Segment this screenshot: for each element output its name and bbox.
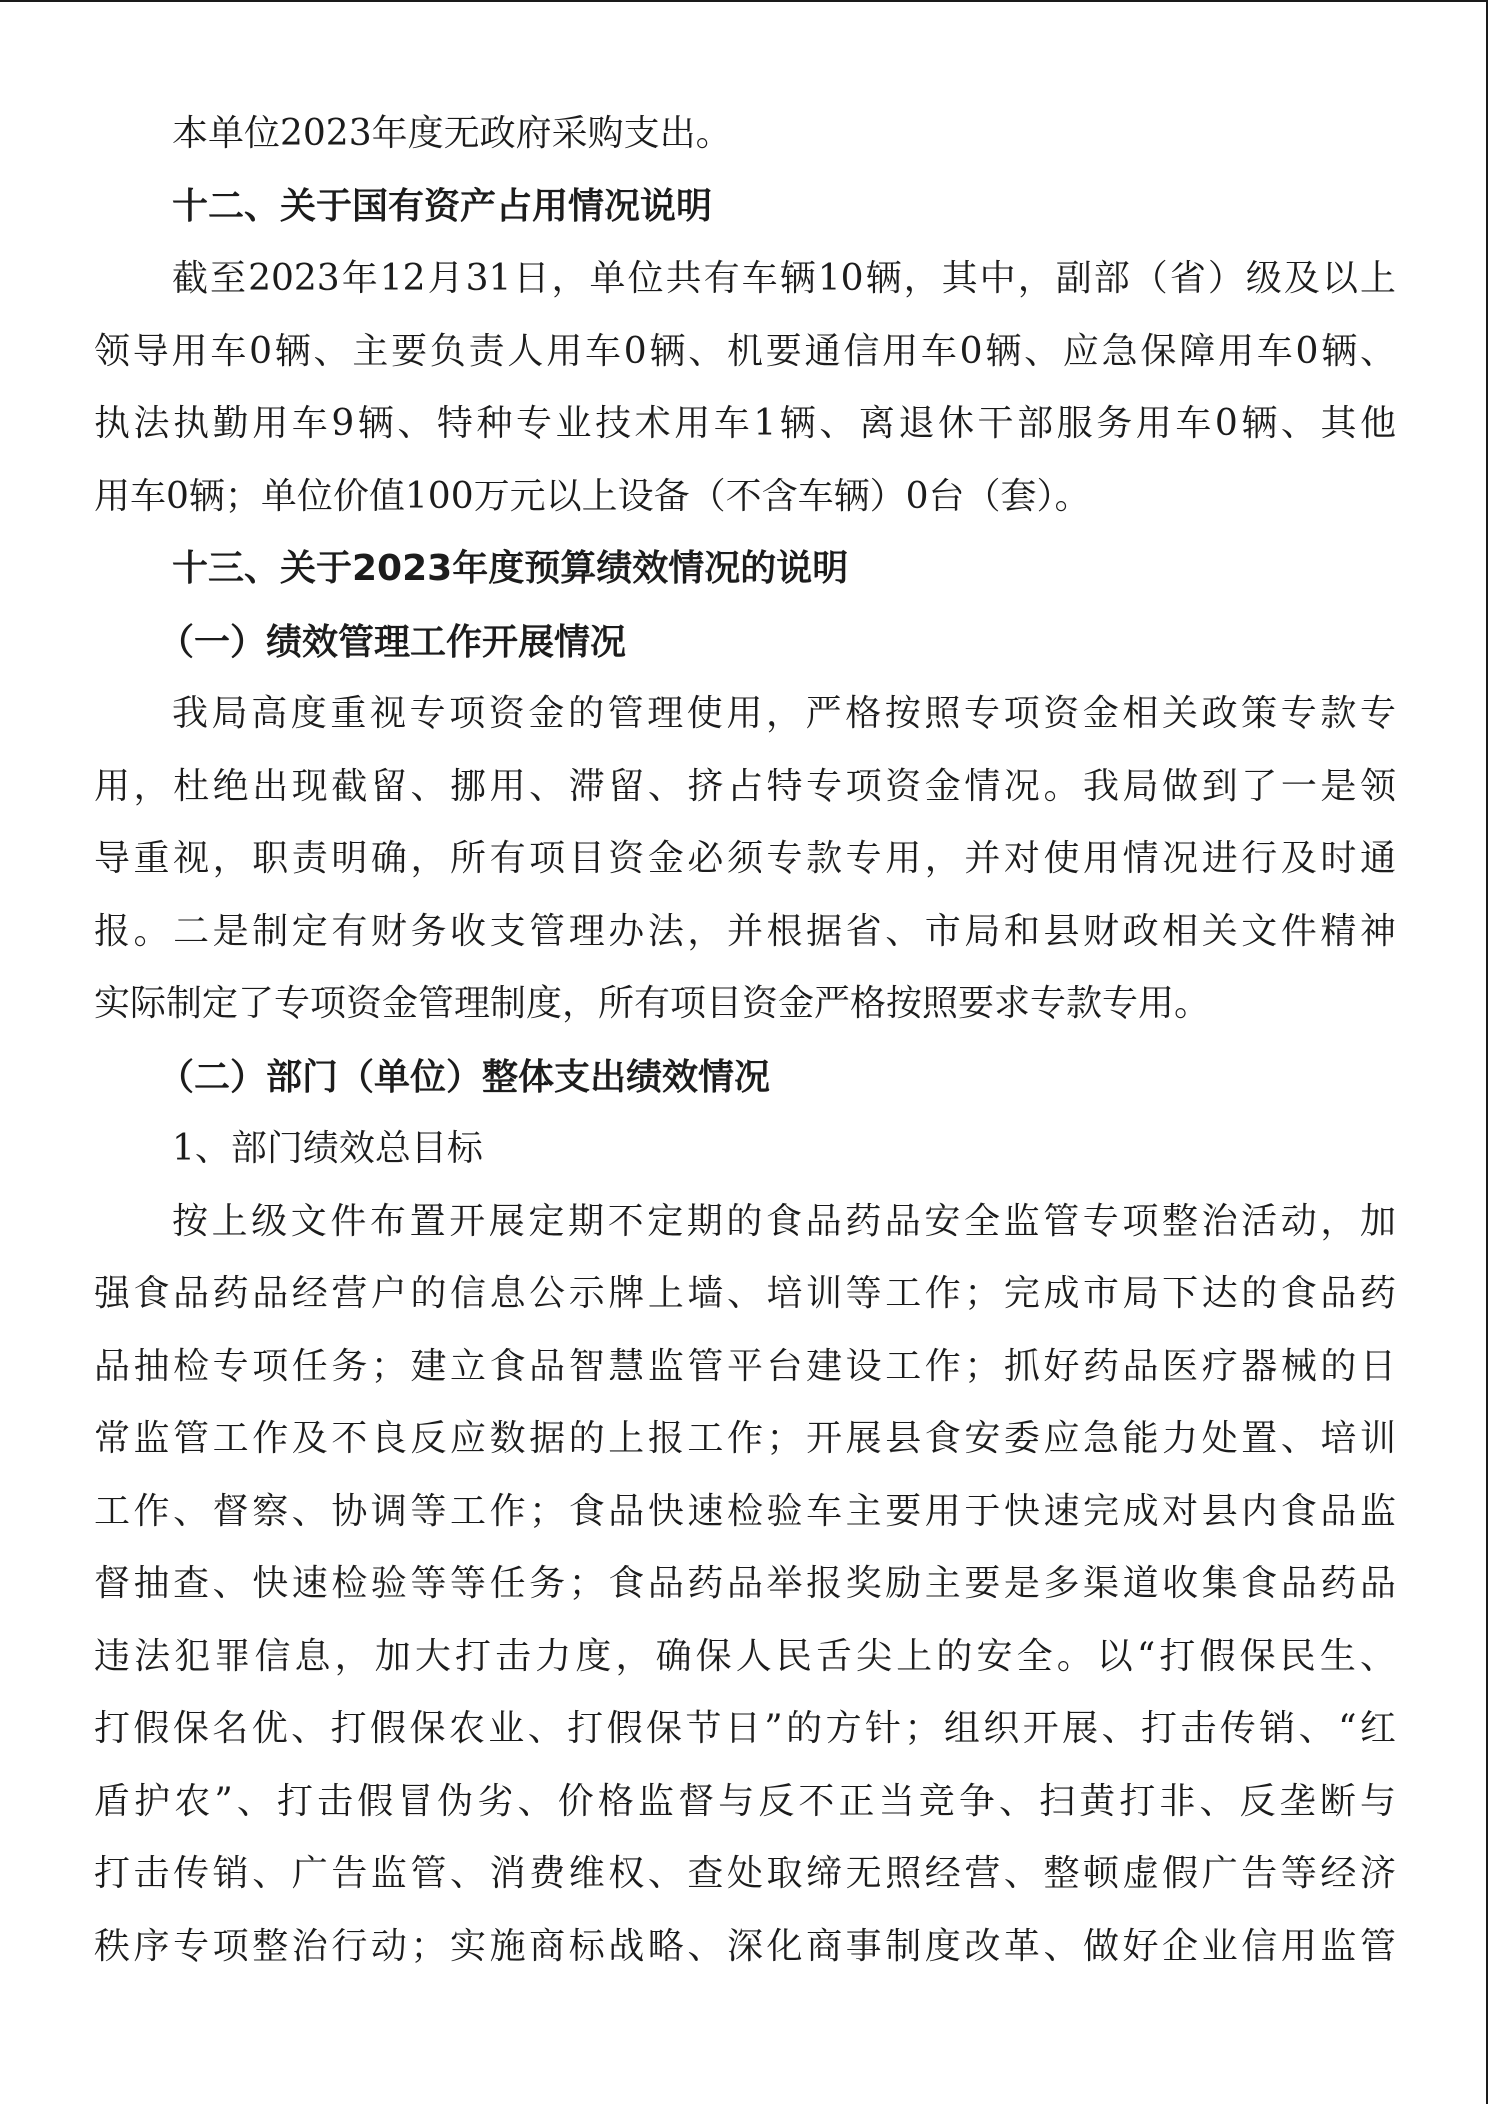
item-1-paragraph-line: 按上级文件布置开展定期不定期的食品药品安全监管专项整治活动，加 [172, 1200, 1396, 1242]
subsection-2-heading: （二）部门（单位）整体支出绩效情况 [158, 1055, 771, 1098]
subsection-1-paragraph-line: 用，杜绝出现截留、挪用、滞留、挤占特专项资金情况。我局做到了一是领 [94, 765, 1396, 807]
section-12-heading: 十二、关于国有资产占用情况说明 [172, 185, 713, 227]
section-12-paragraph-line: 执法执勤用车9辆、特种专业技术用车1辆、离退休干部服务用车0辆、其他 [94, 403, 1396, 444]
item-1-paragraph-line: 秩序专项整治行动；实施商标战略、深化商事制度改革、做好企业信用监管 [94, 1925, 1396, 1967]
section-12-paragraph-line: 用车0辆；单位价值100万元以上设备（不含车辆）0台（套）。 [94, 475, 1091, 517]
item-1-paragraph-line: 盾护农”、打击假冒伪劣、价格监督与反不正当竞争、扫黄打非、反垄断与 [94, 1780, 1396, 1822]
item-1-paragraph-line: 品抽检专项任务；建立食品智慧监管平台建设工作；抓好药品医疗器械的日 [94, 1345, 1396, 1387]
procurement-note-line: 本单位2023年度无政府采购支出。 [172, 113, 732, 154]
subsection-1-paragraph-line: 我局高度重视专项资金的管理使用，严格按照专项资金相关政策专款专 [172, 693, 1396, 734]
item-1-paragraph-line: 强食品药品经营户的信息公示牌上墙、培训等工作；完成市局下达的食品药 [94, 1273, 1396, 1314]
section-13-heading: 十三、关于2023年度预算绩效情况的说明 [172, 548, 849, 589]
item-1-heading: 1、部门绩效总目标 [172, 1128, 483, 1169]
item-1-paragraph-line: 工作、督察、协调等工作；食品快速检验车主要用于快速完成对县内食品监 [94, 1490, 1396, 1532]
item-1-paragraph-line: 督抽查、快速检验等等任务；食品药品举报奖励主要是多渠道收集食品药品 [94, 1563, 1396, 1604]
section-12-paragraph-line: 截至2023年12月31日，单位共有车辆10辆，其中，副部（省）级及以上 [172, 258, 1396, 299]
section-12-paragraph-line: 领导用车0辆、主要负责人用车0辆、机要通信用车0辆、应急保障用车0辆、 [94, 330, 1396, 372]
subsection-1-heading: （一）绩效管理工作开展情况 [158, 620, 627, 663]
item-1-paragraph-line: 违法犯罪信息，加大打击力度，确保人民舌尖上的安全。以“打假保民生、 [94, 1635, 1396, 1677]
item-1-paragraph-line: 打假保名优、打假保农业、打假保节日”的方针；组织开展、打击传销、“红 [94, 1708, 1396, 1749]
subsection-1-paragraph-line: 实际制定了专项资金管理制度，所有项目资金严格按照要求专款专用。 [94, 983, 1211, 1024]
item-1-paragraph-line: 常监管工作及不良反应数据的上报工作；开展县食安委应急能力处置、培训 [94, 1418, 1396, 1459]
subsection-1-paragraph-line: 报。二是制定有财务收支管理办法，并根据省、市局和县财政相关文件精神 [94, 910, 1396, 952]
subsection-1-paragraph-line: 导重视，职责明确，所有项目资金必须专款专用，并对使用情况进行及时通 [94, 838, 1396, 879]
item-1-paragraph-line: 打击传销、广告监管、消费维权、查处取缔无照经营、整顿虚假广告等经济 [94, 1853, 1396, 1894]
